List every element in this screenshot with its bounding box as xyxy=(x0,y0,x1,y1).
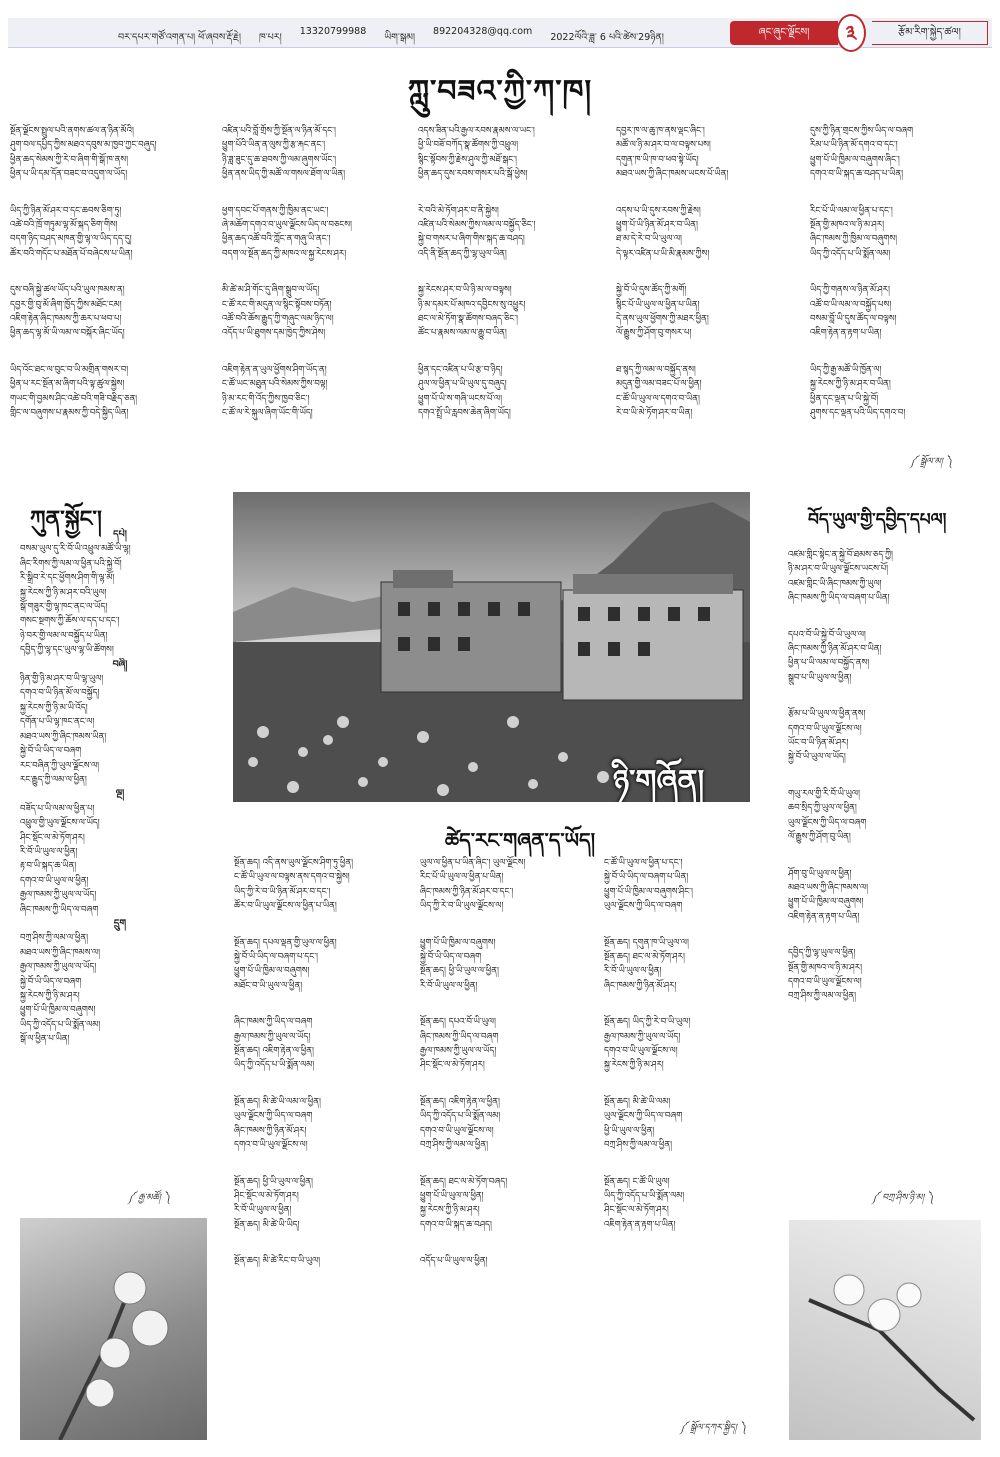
poem-line: ལོ་རྒྱུས་ཀྱི་ཤོག་བུ་གསར་པ། xyxy=(616,328,692,339)
paragraph-gap xyxy=(788,685,988,707)
text-line: དགའ་བ་ཡི་ཡུལ་ལྗོངས་ལ། xyxy=(788,976,862,987)
article-line: མཐོང་བ་ཡི་ཡུལ་ལ་ཕྱིན། xyxy=(234,980,303,991)
text-line: དགའ་བ་ཡི་ཉིན་མོ་ལ་བསྐྱོད། xyxy=(20,688,100,699)
poem-line xyxy=(10,341,210,363)
poem-line xyxy=(616,341,804,363)
text-line: སྐྱེ་བོ་ཡི་ཡིད་ལ་བཞག xyxy=(20,976,82,987)
article-line xyxy=(234,1153,414,1175)
poem-line: ཕྱིན་ཆད་འཚོ་བའི་ཀློང་ན་གཞུ་ཡི་ནང་། xyxy=(222,234,331,245)
text-line: འཕྲུལ་གྱི་ཡུལ་ལྗོངས་ལ་ཡོད། xyxy=(20,818,100,829)
poem-line: ཕྱིན་ཆད་སེམས་ཀྱི་རེ་བ་ཞིག་གི་སྒོ་ཁ་ནས། xyxy=(10,154,129,165)
article-line: སྔོན་ཆད། མི་ཚེ་ཡི་ལམ། xyxy=(604,1096,671,1107)
article-line: ཡིད་ཀྱི་རེ་བ་ཡི་ཡུལ་ལྗོངས་ལ། xyxy=(420,901,504,912)
poem-column xyxy=(418,124,610,470)
article-line: སྔོན་ཆད། ཕྱི་ཡི་ཡུལ་ལ་ཕྱིན། xyxy=(234,1176,313,1187)
poem-line: འཚོ་བའི་ཆོས་རྒྱུད་ཀྱི་གཞུང་ལམ་ཉིད་ལ། xyxy=(222,314,334,325)
poem-line: ཡིད་ཀྱི་རྒྱ་མཚོ་ཡི་ཁྱོན་ལ། xyxy=(810,364,882,375)
article-line: ཕྱུག་པོ་ཡི་ཁྱིམ་ལ་བཞུགས། xyxy=(420,937,496,948)
text-line: ཉེ་བར་གྱི་ལམ་ལ་བསྐྱོད་པ་ཡིན། xyxy=(20,630,108,641)
text-line: ཤིང་སྡོང་ལ་མེ་ཏོག་ཤར། xyxy=(20,832,85,843)
article-line: ཤིང་སྡོང་ལ་མེ་ཏོག་ཤར། xyxy=(604,1205,669,1216)
article-line: སྐྱ་རེངས་ཀྱི་ཉི་མ་ཤར། xyxy=(420,1205,480,1216)
poem-line: ཕྱིན་ཆད་དུས་རབས་གསར་པའི་སྒོ་ཕྱེས། xyxy=(418,169,528,180)
text-line: ཤོག་བུ་ཡི་ཡུལ་ལ་ཕྱིན། xyxy=(788,868,852,879)
left-column-title: ཀུན་སྐྱོང་། xyxy=(30,506,102,532)
text-line: དགའ་བ་ཡི་ཡུལ་ལྗོངས་ལ། xyxy=(788,723,862,734)
article-column xyxy=(234,856,414,1416)
article-line: སྔོན་ཆད། དཔའ་བོ་ཡི་ཡུལ། xyxy=(420,1017,496,1028)
article-line: ཞིང་ཁམས་ཀྱི་ཉིན་མོ་ཤར། xyxy=(234,1125,307,1136)
article-line xyxy=(420,993,600,1015)
article-line xyxy=(604,993,784,1015)
article-column xyxy=(604,856,784,1416)
poem-line: རིང་པོ་ཡི་ལམ་ལ་ཕྱིན་པ་དང་། xyxy=(810,205,893,216)
article-line: ཞིང་ཁམས་ཀྱི་ཉིན་མོ་ཤར། xyxy=(604,980,677,991)
paragraph-gap xyxy=(788,765,988,787)
meta-item: 892204328@qq.com xyxy=(433,26,533,37)
poem-line: ང་ཚོ་ཡི་ཡུལ་ལ་དགའ་བ་ཡིན། xyxy=(616,393,700,404)
meta-item: ཁ་པར། xyxy=(259,32,282,43)
poem-line: གླིང་ལ་བཞུགས་པ་རྣམས་ཀྱི་བདེ་སྐྱིད་ཡིན། xyxy=(10,408,129,419)
article-line xyxy=(234,1232,414,1254)
poem-line: ཡིད་ཀྱི་འདོད་པ་ཡི་སྨོན་ལམ། xyxy=(810,248,891,259)
article-line xyxy=(420,1073,600,1095)
text-line: དགའ་བ་ཡི་ཡུལ་ལ་ཕྱིན། xyxy=(20,875,89,886)
article-line: དགའ་བ་ཡི་ཡུལ་ལྗོངས་ལ། xyxy=(234,1140,308,1151)
center-signature: ༼ སྒྲོལ་དཀར་སྐྱིད། ༽ xyxy=(680,1423,747,1433)
poem-line: སྔོན་ལྗོངས་སྤྲུལ་པའི་ནགས་ཚལ་ན་ཉིན་མོའི། xyxy=(10,126,134,136)
article-line: སྔོན་ཆད། ང་ཚོ་ཡི་ཡུལ། xyxy=(604,1176,670,1187)
text-line: སྒོ་ལ་ཕྱིན་པ་ཡིན། xyxy=(20,1034,70,1045)
text-line: མཐའ་ཡས་ཀྱི་ཞིང་ཁམས་ཡིན། xyxy=(20,731,107,742)
text-line: རི་བོ་ཡི་ཡུལ་ལ་ཕྱིན། xyxy=(20,846,78,857)
section-name: རྩོམ་རིག་སྐྱེད་ཚལ། xyxy=(872,21,988,45)
poem-line xyxy=(616,261,804,283)
article-line: སྔོན་ཆད། འཇིག་རྟེན་ལ་ཕྱིན། xyxy=(420,1096,500,1107)
text-line: མཐའ་ཡས་ཀྱི་ཞིང་ཁམས་ལ། xyxy=(20,947,101,958)
article-line: ཡུལ་ལྗོངས་ཀྱི་ཡིད་ལ་བཞག xyxy=(604,1111,683,1122)
article-line: བཀྲ་ཤིས་ཀྱི་ལམ་ལ་ཕྱིན། xyxy=(604,1140,673,1151)
text-line: འཇིག་རྟེན་ན་རྟག་པ་ཡིན། xyxy=(788,911,860,922)
poem-line: ང་ཚོ་རང་གི་མདུན་ལ་སྙིང་སྟོབས་བཏོན། xyxy=(222,299,332,310)
poem-line: ཕྱུག་པོ་ཡི་ཁྱིམ་ལ་བཞུགས་ཞིང་། xyxy=(810,154,900,165)
poem-line: ཉི་ཟླ་ཟུང་དུ་ཆ་ཐབས་ཀྱི་ལམ་ཞུགས་ཡོང་། xyxy=(222,154,337,165)
article-line xyxy=(604,914,784,936)
poem-line: སྙིང་སྟོབས་ཀྱི་རྗེས་ཤུལ་ཀྱི་མཐོ་སྒང་། xyxy=(418,154,517,165)
poem-line: དབྱར་ཁ་ལ་ཆུ་ཁ་ནས་ལྡང་ཞིང་། xyxy=(616,126,705,136)
text-line: རྒྱལ་ཁམས་ཀྱི་ཡུལ་ལ་ཡོད། xyxy=(20,890,97,901)
article-line: སྔོན་ཆད། ཐང་ལ་མེ་ཏོག་ཤར། xyxy=(604,952,685,963)
poem-line: མཚོ་ལ་ཉི་མ་ཤར་བ་ལ་བལྟས་པས། xyxy=(616,140,711,151)
left-signature: ༼ རྒྱ་མཚོ། ༽ xyxy=(128,1193,171,1203)
poem-line: འདོད་པ་ཡི་ཐུགས་དམ་ཁྱེད་ཀྱིས་ཤེས། xyxy=(222,328,326,339)
text-line: ཕྱུག་པོ་ཡི་ཁྱིམ་ལ་བཞུགས། xyxy=(788,897,864,908)
poem-line: ཚོང་པ་རྣམས་ལམ་ལ་རྒྱུ་བ་ཡིན། xyxy=(418,328,507,339)
poem-line: ཕྱིན་པ་རང་སྔོན་མ་ཞིག་པའི་ལྟ་ཚུལ་སྐྱེས། xyxy=(10,379,125,390)
page-header xyxy=(8,18,992,48)
poem-line: ཚོར་བའི་གདོང་པ་མཐོན་པོ་བཞེངས་པ་ཡིན། xyxy=(10,248,133,259)
paragraph-gap xyxy=(788,606,988,628)
poem-line: སྔོན་གྱི་མཁའ་ལ་ཉི་མ་ཤར། xyxy=(810,220,884,231)
text-line: རང་བཞིན་ཀྱི་ཡུལ་ལྗོངས་ལ། xyxy=(20,760,100,771)
poem-line: རེ་བ་ཡི་མེ་ཏོག་ཤར་བ་ཡིན། xyxy=(616,408,693,419)
text-line: ཞིང་ཁམས་ཀྱི་ཡིད་ལ་བཞག་པ་ཡིན། xyxy=(788,593,890,604)
header-meta xyxy=(118,26,723,53)
article-line: ང་ཚོ་ཡི་ཡུལ་ལ་ཕྱིན་པ་དང་། xyxy=(604,858,683,868)
poem-line: འདས་ཟིན་པའི་རྒྱལ་རབས་རྣམས་ལ་ཡང་། xyxy=(418,126,535,136)
poem-line: དེ་ནས་ཡུལ་ཕྱོགས་ཀྱི་མཐར་ཕྱིན། xyxy=(616,314,709,325)
poem-line: སྐྱ་རེངས་ཤར་བ་ཡི་ཉི་མ་ལ་བལྟས། xyxy=(418,285,512,296)
poem-line: ཕྱུག་པོ་ཡི་ཉིན་མོ་ཤར་བ་ཡིན། xyxy=(616,220,698,231)
text-line: སྒྲུབ་པ་ཡི་ཡུལ་ལ་ཕྱིན། xyxy=(788,672,852,683)
meta-item: 13320799988 xyxy=(299,26,367,37)
left-column-text xyxy=(20,528,220,1210)
poem-line xyxy=(222,261,412,283)
article-line: འཇིག་རྟེན་ན་རྟག་པ་ཡིན། xyxy=(604,1219,676,1230)
flower-branch-illustration xyxy=(789,1220,981,1440)
poem-line: མདུན་གྱི་ལམ་བཟང་པོ་ལ་ཕྱིན། xyxy=(616,379,702,390)
article-line xyxy=(234,1073,414,1095)
text-line: འཛམ་གླིང་ཡི་ཞིང་ཁམས་ཀྱི་ཡུལ། xyxy=(788,578,882,589)
section-heading: དྲུག xyxy=(113,917,127,929)
text-line: བཀྲ་ཤིས་ཀྱི་ལམ་ལ་ཕྱིན། xyxy=(788,991,857,1002)
poem-line: མཐའ་ཡས་ཀྱི་ཞིང་ཁམས་ཡངས་པོ་ཡིན། xyxy=(616,169,729,180)
text-line: ལོ་རྒྱུས་ཀྱི་ཤོག་བུ་ཡིན། xyxy=(788,832,851,843)
poem-line: ཕྱིན་ནས་ཡིད་ཀྱི་མཚོ་ལ་གསལ་ཐོག་ལ་ཡིན། xyxy=(222,169,346,180)
article-line: ཡིད་ཀྱི་འདོད་པ་ཡི་སྨོན་ལམ། xyxy=(234,1060,315,1071)
article-line: སྔོན་ཆད། ཕྱི་ཡི་ཡུལ་ལ་ཕྱིན། xyxy=(420,966,499,977)
poem-title: ཀླུ་བཟའ་ཀྱི་ཀ་ཁ། xyxy=(407,74,593,109)
article-line: དགའ་བ་ཡི་ཡུལ་ལྗོངས་ལ། xyxy=(604,1046,678,1057)
poem-line: འཇིག་རྟེན་ན་ཡུལ་ཕྱོགས་ཤིག་ཡོད་ན། xyxy=(222,364,327,375)
flower-photo-left xyxy=(20,1218,207,1440)
poem-line: ཕྱིན་དང་འཛིན་པ་ཡི་རྩ་བ་ཉིད། xyxy=(418,364,503,375)
text-line: གཡུ་རལ་གྱི་རི་བོ་ཡི་ཡུལ། xyxy=(788,788,860,799)
text-line: སྔོན་གྱི་མཁའ་ལ་ཉི་མ་ཤར། xyxy=(788,962,862,973)
poem-line: འཛིན་པའི་སེམས་ཀྱིས་ལམ་ལ་བསྐྱོད་ཅིང་། xyxy=(418,220,536,231)
section-heading: དཔེ། xyxy=(113,529,127,540)
meta-item: ཡིག་སྒམ། xyxy=(384,32,416,43)
poem-line: ཐ་མ་དེ་རེ་བ་ཡི་ཡུལ་ལ། xyxy=(616,234,682,245)
article-line: ཞིང་ཁམས་ཀྱི་ཡིད་ལ་བཞག xyxy=(234,1017,313,1028)
poem-line: བདག་ཉིད་བཤད་མཁན་གྱི་ལྷ་ལ་ཡིད་དད་དུ། xyxy=(10,234,132,245)
article-line xyxy=(604,1073,784,1095)
poem-line: མི་ཚེ་མ་ཤི་གོང་དུ་ཞིག་སྒྲུབ་ལ་ཡོད། xyxy=(222,285,320,296)
article-line: ཕྱི་ཡི་ཡུལ་ལ་ཕྱིན། xyxy=(604,1125,655,1136)
poem-line: འདས་པ་ཡི་དུས་རབས་ཀྱི་རྗེས། xyxy=(616,205,701,216)
text-line: རང་རྒྱུད་ཀྱི་ལམ་ལ་ཕྱིན། xyxy=(20,774,87,785)
article-line: སྔོན་ཆད། མི་ཚེ་རིང་བ་ཡི་ཡུལ། xyxy=(234,1256,321,1267)
poem-line: ང་ཚོ་ཡང་མཐུན་པའི་སེམས་ཀྱིས་བལྟ། xyxy=(222,379,328,390)
text-line: ཞིང་ཁམས་ཀྱི་ཉིན་མོ་ཤར་བ་ཡིན། xyxy=(788,644,882,655)
poem-line: ཡིད་འོང་ཐང་ལ་བུང་བ་ཡི་མགྲིན་གསར་བ། xyxy=(10,364,129,375)
poem-line: འཛིན་པའི་བློ་གྲོས་ཀྱི་སྔོན་ལ་ཉིན་མོ་དང་། xyxy=(222,126,336,136)
right-column-text xyxy=(788,548,988,1174)
poem-line: ཤུག་བལ་དཔྱིད་ཀྱིས་མཐའ་དབུས་མ་ཁྱབ་ཀྱང་བཞུད། xyxy=(10,140,157,151)
text-line: ཡོང་བ་ཡི་ཉིན་མོ་ཤར། xyxy=(788,738,849,749)
poem-line: དབྱར་གྱི་བུ་མོ་ཞིག་ཁྱོད་ཀྱིས་མཐོང་ངམ། xyxy=(10,299,122,310)
article-line: རི་བོ་ཡི་ཡུལ་ལ་ཕྱིན། xyxy=(234,1205,292,1216)
poem-line: སྙིང་པོ་ཡི་ཡུལ་ལ་ཕྱིན་པ་ཡིན། xyxy=(616,299,700,310)
poem-line: གཡང་གི་བྱམས་ཤིང་འཚེ་བའི་གཟི་བརྗིད་ཅན། xyxy=(10,393,138,404)
poem-line: ཕྱི་ཡི་བཟོ་བཀོད་སྣ་ཚོགས་ཀྱི་འཕྲུལ། xyxy=(418,140,519,151)
meta-item: 2022ལོའི་ཟླ་ 6 པའི་ཚེས་29ཉིན། xyxy=(550,32,664,43)
article-line: སྔོན་ཆད། འཇིག་རྟེན་ལ་ཕྱིན། xyxy=(234,1046,314,1057)
poem-line: བསམ་བློ་ཡི་དུས་ཚོད་ལ་བལྟས། xyxy=(810,314,897,325)
poem-line: ཕྱག་དབང་པོ་གནས་ཀྱི་ཁྱིམ་ནང་ཡང་། xyxy=(222,205,329,216)
article-column xyxy=(420,856,600,1416)
article-line: ཤིང་སྡོང་ལ་མེ་ཏོག་ཤར། xyxy=(420,1060,485,1071)
article-line: ཚོར་བ་ཡི་ཡུལ་ལྗོངས་ལ་ཕྱིན་པ་ཡིན། xyxy=(234,901,337,912)
article-line: ཤིང་སྡོང་ལ་མེ་ཏོག་ཤར། xyxy=(234,1190,299,1201)
text-line: ཞིང་རིགས་ཀྱི་ལམ་ལ་ཕྱིན་པའི་སྐྱེ་བོ། xyxy=(20,558,122,569)
poem-column xyxy=(616,124,804,470)
article-line xyxy=(604,1153,784,1175)
poem-line: ཉི་མ་དམར་པོ་མཁའ་དབྱིངས་སུ་འཕྱུར། xyxy=(418,299,526,310)
text-line: ཕྱུག་པོ་ཡི་ཁྱིམ་ལ་བཞུགས། xyxy=(20,1005,96,1016)
poem-line: འདི་ནི་སྔོན་ཆད་ཀྱི་ལྷ་ཡུལ་ཡིན། xyxy=(418,248,507,259)
text-line: བཀྲ་ཤིས་ཀྱི་ལམ་ལ་ཕྱིན། xyxy=(20,933,89,944)
article-line: ང་ཚོ་ཡི་ཡུལ་ལ་བལྟས་ནས་དགའ་བ་སྐྱེས། xyxy=(234,872,350,883)
poem-line xyxy=(810,182,990,204)
article-line: རྒྱལ་ཁམས་ཀྱི་ཡུལ་ལ་ཡོད། xyxy=(420,1046,497,1057)
text-line: སྐྱ་རེངས་ཀྱི་ཉི་མ་ཤར་བའི་ཡུལ། xyxy=(20,587,107,598)
article-line: རྒྱལ་ཁམས་ཀྱི་ཡུལ་ལ་ཡོད། xyxy=(604,1031,681,1042)
poem-line xyxy=(418,182,610,204)
text-line: ཆབ་སྲིད་ཀྱི་ཡུལ་ལ་ཕྱིན། xyxy=(788,803,857,814)
right-column-title: བོད་ཡུལ་གྱི་དབྱིད་དཔལ། xyxy=(808,510,947,530)
article-line: རི་བོ་ཡི་ཡུལ་ལ་ཕྱིན། xyxy=(604,966,662,977)
article-line: འདོད་པ་ཡི་ཡུལ་ལ་ཕྱིན། xyxy=(420,1256,488,1267)
poem-line: ཡིད་ཀྱི་གནས་ལ་ཉིན་མོ་ཤར། xyxy=(810,285,890,296)
poem-line: སྐྱེ་བ་གསར་པ་ཞིག་གིས་སྐད་ཆ་བཤད། xyxy=(418,234,525,245)
text-line: བསམ་ཡུལ་དུ་རི་བོ་ཡི་འཕྲུལ་མཚོ་ཡི་ལྷ། xyxy=(20,544,131,555)
article-line: སྔོན་ཆད། དགུན་ཁ་ཡི་ཡུལ་ལ། xyxy=(604,937,689,948)
flower-photo-right xyxy=(789,1220,981,1440)
text-line: ཞིང་ཁམས་ཀྱི་ཡིད་ལ་བཞག xyxy=(20,904,99,915)
poem-line: དགའ་བ་ཡི་སྐད་ཆ་བཤད་པ་ཡིན། xyxy=(810,169,904,180)
poem-line xyxy=(222,182,412,204)
text-line: སྐྱེ་བོ་ཡི་ཡུལ་ལ་ཡོད། xyxy=(788,752,846,763)
poem-line xyxy=(810,341,990,363)
article-line: སྐྱེ་བོ་ཡི་ཡིད་ལ་བཞག xyxy=(420,952,482,963)
poem-line: ཕྱུག་པོ་ཡི་ས་གཞི་ཡངས་པོ་ལ། xyxy=(418,393,503,404)
poem-line: དགའ་སྤྲོ་ཡི་རླབས་ཆེན་ཞིག་ཡོད། xyxy=(418,408,511,419)
poem-line: ང་ཚོ་ལ་རེ་སྐུལ་ཞིག་ཡོང་གི་ཡོད། xyxy=(222,408,313,419)
article-line: སྔོན་ཆད། ཡིད་ཀྱི་རེ་བ་ཡི་ཡུལ། xyxy=(604,1017,691,1028)
text-line: རྟ་བ་ཡི་སྐད་ཆ་ཡིན། xyxy=(20,861,77,872)
article-line: ཡིད་ཀྱི་འདོད་པ་ཡི་སྨོན་ལམ། xyxy=(604,1190,685,1201)
article-line: ཕྱུག་པོ་ཡི་ཁྱིམ་ལ་བཞུགས་ཤིང་། xyxy=(604,886,693,897)
poem-line: འཚོ་བ་ཡི་ལམ་ལ་བསྐྱོད་པས། xyxy=(810,299,892,310)
flower-branch-illustration xyxy=(20,1218,207,1440)
poem-line: ཤུལ་ལ་ཕྱིན་པ་ཡི་ཡུལ་དུ་བཞུད། xyxy=(418,379,507,390)
section-heading: བཞི། xyxy=(112,658,128,670)
poem-line: དགུན་ཁ་ཡི་ཁ་བ་ཕབ་སྟེ་ཡོད། xyxy=(616,154,699,165)
poem-line xyxy=(418,341,610,363)
article-line: ཞིང་ཁམས་ཀྱི་ཡིད་ལ་བཞག xyxy=(420,1031,499,1042)
paragraph-gap xyxy=(788,845,988,867)
article-line: དགའ་བ་ཡི་ཡུལ་ལྗོངས་ལ། xyxy=(420,1125,494,1136)
poem-line: ཞེ་མཆོག་དགའ་བ་ཡུལ་ལྗོངས་ཡིད་ལ་བཅངས། xyxy=(222,220,352,231)
meta-item: བར་དཔར་གཙོ་འགན་པ། ཕོ་ཞབས་རྡོ་རྗེ། xyxy=(118,32,241,43)
article-line xyxy=(234,914,414,936)
photo-caption: ཉི་གཞོན། xyxy=(613,764,705,799)
article-line: རྒྱལ་ཁམས་ཀྱི་ཡུལ་ལ་ཡོད། xyxy=(234,1031,311,1042)
poem-line: ཕྱིན་ཆད་ལྷ་མོ་ཡི་ལམ་ལ་བསྐོར་ཞིང་ཡོད། xyxy=(10,328,125,339)
article-line: ཞིང་ཁམས་ཀྱི་ཉིན་མོ་ཤར་བ་དང་། xyxy=(420,886,514,897)
poem-signature: ༼ སྒྲོལ་མ། ༽ xyxy=(910,457,953,467)
poem-line: དུས་ཀྱི་ཉིན་གྲངས་ཀྱིས་ཡིད་ལ་བཞག xyxy=(810,126,914,136)
poem-line: རིམ་པ་ཡི་ཉིན་མོ་དགའ་བ་དང་། xyxy=(810,140,898,151)
poem-line: དུས་བཞི་སྐྱེ་ཚལ་ཡོད་པའི་ཡུལ་ཁམས་ན། xyxy=(10,285,125,296)
article-line: རིང་པོ་ཡི་ཡུལ་ལ་ཕྱིན་པ་ཡིན། xyxy=(420,872,504,883)
article-line: དགའ་བ་ཡི་སྐད་ཆ་བཤད། xyxy=(420,1219,492,1230)
poem-line: ཉི་མ་རང་གི་འོད་ཀྱིས་ཁྱབ་ཅིང་། xyxy=(222,393,310,404)
poem-line: ཕྱིན་དང་ལྡན་པ་ཡི་སྐྱེ་བོ། xyxy=(810,393,879,404)
article-line: ཡུལ་ལྗོངས་ཀྱི་ཡིད་ལ་བཞག xyxy=(234,1111,313,1122)
text-line: རི་སྒྲིབ་རེ་དང་ཕྱོགས་ཤིག་གི་ལྷ་མོ། xyxy=(20,573,115,584)
text-line: ཕྱིན་པ་ཡི་ལམ་ལ་བསྐྱོད་ནས། xyxy=(788,658,870,669)
poem-line: སྐྱ་རེངས་ཀྱི་ཉི་མ་ཤར་བ་ཡིན། xyxy=(810,379,891,390)
text-line: དགོན་པ་ཡི་ལྷ་ཁང་ནང་ལ། xyxy=(20,717,95,728)
article-line: སྔོན་ཆད། མི་ཚེ་ཡི་ཡིད། xyxy=(234,1219,300,1230)
article-line xyxy=(420,914,600,936)
text-line: གསང་སྔགས་ཀྱི་ཆོས་ལ་དད་པ་དང་། xyxy=(20,616,120,627)
section-heading: ལྔ། xyxy=(115,788,125,800)
poem-line xyxy=(10,261,210,283)
poem-line: སྐྱེ་བོ་ཡི་དུས་ཚོད་ཀྱི་མགོ། xyxy=(616,285,687,296)
poem-line xyxy=(10,182,210,204)
text-line: དབྱིད་ཀྱི་ལྷ་དང་ཡུལ་ལྷ་ཡི་ཚོགས། xyxy=(20,645,114,656)
poem-line: དེ་ལྟར་འཛིན་པ་ཡི་མི་རྣམས་ཀྱིས། xyxy=(616,248,710,259)
article-line: ཡུལ་ལྗོངས་ཀྱི་ཡིད་ལ་བཞག xyxy=(604,901,683,912)
article-line: ཡིད་ཀྱི་རེ་བ་ཡི་ཉིན་མོ་ཤར་བ་དང་། xyxy=(234,886,331,897)
text-line: སྐྱེ་བོ་ཡི་ཡིད་ལ་བཞག xyxy=(20,746,82,757)
poem-line: ཐ་སྙད་ཀྱི་ལམ་ལ་བསྐྱོད་ནས། xyxy=(616,364,696,375)
page-number: ༣ xyxy=(836,14,866,52)
article-line: རི་བོ་ཡི་ཡུལ་ལ་ཕྱིན། xyxy=(420,980,478,991)
text-line: སྒོ་གཟུར་གྱི་ལྷ་ཁང་ནང་ལ་ཡོད། xyxy=(20,602,108,613)
text-line: དཔའ་བོ་ཡི་སྐྱེ་བོ་ཡི་ཡུལ་ལ། xyxy=(788,629,866,640)
poem-line: རེ་བའི་མེ་ཏོག་ཤར་བ་ནི་སྐྱེས། xyxy=(418,205,499,216)
paragraph-gap xyxy=(788,924,988,946)
text-line: སྐྱ་རེངས་ཀྱི་ཉི་མ་ཤར། xyxy=(20,991,80,1001)
poem-line xyxy=(810,261,990,283)
poem-line xyxy=(418,261,610,283)
text-line: ཉིན་གྱི་ཉི་མ་ཤར་བ་ཡི་ལྷ་ཡུལ། xyxy=(20,674,104,685)
poem-line: ཐང་ལ་མེ་ཏོག་སྣ་ཚོགས་བཞད་ཅིང་། xyxy=(418,314,518,325)
poem-line: ཞིང་ཁམས་ཀྱི་ཁྱིམ་ལ་བཞུགས། xyxy=(810,234,898,245)
article-line: ཕྱུག་པོ་ཡི་ཁྱིམ་ལ་བཞུགས། xyxy=(234,966,310,977)
right-signature: ༼ བཀྲ་ཤིས་ཉི་མ། ༽ xyxy=(872,1193,934,1203)
poem-line: འཇིག་རྟེན་ཞིང་ཁམས་ཀྱི་ཆར་པ་ཕབ་པ། xyxy=(10,314,122,325)
article-line: ཡུལ་ལ་ཕྱིན་པ་ཡིན་ཞིང་། ཡུལ་ལྗོངས། xyxy=(420,858,526,868)
text-line: བཟོད་པ་ཡི་ལམ་ལ་ཕྱིན་པ། xyxy=(20,803,95,814)
text-line: རྒྱལ་ཁམས་ཀྱི་ཡུལ་ལ་ཡོད། xyxy=(20,962,97,973)
poem-line: འཇིག་རྟེན་ན་རྟག་པ་ཡིན། xyxy=(810,328,882,339)
article-line: སྔོན་ཆད། མི་ཚེ་ཡི་ལམ་ལ་ཕྱིན། xyxy=(234,1096,321,1107)
text-line: ཡུལ་ལྗོངས་ཀྱི་ཡིད་ལ་བཞག xyxy=(788,817,867,828)
poem-column xyxy=(10,124,210,470)
poem-line xyxy=(222,341,412,363)
article-line xyxy=(234,993,414,1015)
article-line: སྐྱེ་བོ་ཡི་ཡིད་ལ་བཞག་པ་ཡིན། xyxy=(604,872,689,883)
poem-line: ཕྱུག་པོའི་ཡིན་ན་ལུས་ཀྱི་རྩ་རྐང་ནང་། xyxy=(222,140,326,151)
article-line: ཡིད་ཀྱི་འདོད་པ་ཡི་སྨོན་ལམ། xyxy=(420,1111,501,1122)
landscape-photo xyxy=(233,492,750,802)
text-line: ཡིད་ཀྱི་འདོད་པ་ཡི་སྨོན་ལམ། xyxy=(20,1019,101,1030)
poem-line: འཚེ་བའི་ཁྲོ་གཏུམ་ལྷ་མོ་སྐད་ཅིག་གིས། xyxy=(10,220,118,231)
poem-line: ཡིད་ཀྱི་ཉིན་མོ་ཤར་བ་དང་ཆབས་ཅིག་ཏུ། xyxy=(10,205,122,216)
article-line xyxy=(420,1153,600,1175)
article-line: སྔོན་ཆད། ཐང་ལ་མེ་ཏོག་བཞད། xyxy=(420,1176,508,1187)
publication-tab: ཞང་ཞུང་ལྗོངས། xyxy=(730,21,838,45)
article-line xyxy=(420,1232,600,1254)
article-line: སྐྱ་རེངས་ཀྱི་ཉི་མ་ཤར། xyxy=(604,1060,664,1071)
text-line: ཉི་མ་ཤར་བ་ཡི་ཡུལ་ལྗོངས་ཡངས་པོ། xyxy=(788,564,889,575)
poem-line: ཕྱིན་པ་ཡི་དམ་དོན་བཟང་བ་འདུག་ལ་ཡོད། xyxy=(10,169,128,180)
poem-line xyxy=(616,182,804,204)
poem-line: བདག་ལ་སྔོན་ཆད་ཀྱི་མཁའ་ལ་སྐྱ་རེངས་ཤར། xyxy=(222,248,347,259)
text-line: རྩོམ་པ་ཡི་ཡུལ་ལ་ཕྱིན་ནས། xyxy=(788,709,866,720)
article-line: སྐྱེ་བོ་ཡི་ཡིད་ལ་བཞག་པ་དང་། xyxy=(234,952,318,963)
article-line: ཕྱུག་པོ་ཡི་ཡུལ་ལ་ཕྱིན། xyxy=(420,1190,484,1201)
article-line: སྔོན་ཆད། འདི་ནས་ཡུལ་ལྗོངས་ཤིག་ཏུ་ཕྱིན། xyxy=(234,858,353,868)
poem-line: ཤུགས་དང་ལྡན་པའི་ཡིད་དགའ་བ། xyxy=(810,408,906,419)
text-line: མཐའ་ཡས་ཀྱི་ཞིང་ཁམས་ལ། xyxy=(788,882,869,893)
center-article-title: ཚེད་རང་གཞན་ད་ཡོད། xyxy=(444,828,596,852)
article-line: བཀྲ་ཤིས་ཀྱི་ལམ་ལ་ཕྱིན། xyxy=(420,1140,489,1151)
text-line: འཛམ་གླིང་སྟེང་ན་སྐྱེ་བོ་ཐམས་ཅད་ཀྱི། xyxy=(788,550,893,560)
text-line: སྐྱ་རེངས་ཀྱི་ཉི་མ་ཡི་འོད། xyxy=(20,702,88,713)
text-line: དབྱིད་ཀྱི་ལྷ་ཡུལ་ལ་ཕྱིན། xyxy=(788,948,856,959)
article-line: སྔོན་ཆད། དཔལ་ལྡན་གྱི་ཡུལ་ལ་ཕྱིན། xyxy=(234,937,337,948)
poem-column xyxy=(222,124,412,470)
poem-column xyxy=(810,124,990,470)
